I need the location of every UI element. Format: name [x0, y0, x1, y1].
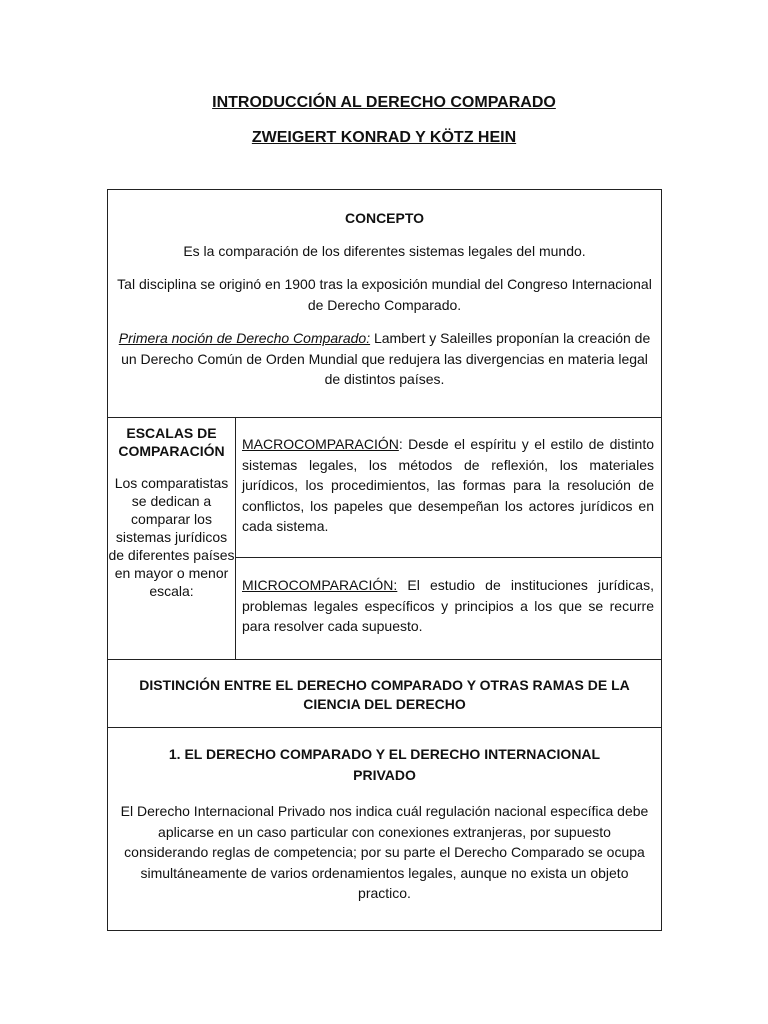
- microcomparacion-label: MICROCOMPARACIÓN:: [242, 577, 398, 593]
- escalas-section: [108, 418, 661, 660]
- concepto-paragraph-3: [116, 328, 653, 390]
- primera-nocion-text: Lambert y Saleilles proponían la creación de un Derecho Común de Orden Mundial que redujera las divergencias en materia legal de distintos países.: [121, 330, 651, 387]
- escalas-right-cell: [236, 418, 661, 659]
- concepto-paragraph-1: Es la comparación de los diferentes sistemas legales del mundo.: [183, 242, 586, 259]
- derecho-internacional-text: El Derecho Internacional Privado nos indica cuál regulación nacional específica debe aplicarse en un caso particular con conexiones extranjeras, por supuesto considerando reglas de competencia; por su parte el Derecho Comparado se ocupa simultáneamente de varios ordenamientos legales, aunque no exista un objeto practico.: [120, 803, 649, 901]
- microcomparacion-cell: [236, 558, 661, 659]
- content-table: [107, 189, 662, 931]
- primera-nocion-label: Primera noción de Derecho Comparado:: [118, 330, 371, 346]
- concepto-paragraph-2: Tal disciplina se originó en 1900 tras la exposición mundial del Congreso Internacional de Derecho Comparado.: [117, 276, 652, 313]
- derecho-internacional-section: [108, 728, 661, 930]
- macrocomparacion-text: : Desde el espíritu y el estilo de distinto sistemas legales, los métodos de reflexión, los materiales jurídicos, los procedimientos, las formas para la resolución de conflictos, los papeles que desempeñan los actores jurídicos en cada sistema.: [242, 436, 654, 534]
- document-authors: ZWEIGERT KONRAD Y KÖTZ HEIN: [251, 129, 517, 146]
- concepto-heading: CONCEPTO: [344, 210, 425, 226]
- document-title: INTRODUCCIÓN AL DERECHO COMPARADO: [212, 94, 556, 111]
- derecho-internacional-heading: 1. EL DERECHO COMPARADO Y EL DERECHO INTERNACIONAL PRIVADO: [168, 746, 601, 783]
- escalas-left-cell: [108, 418, 236, 659]
- macrocomparacion-cell: [236, 418, 661, 558]
- microcomparacion-text: El estudio de instituciones jurídicas, problemas legales específicos y principios a los que se recurre para resolver cada supuesto.: [242, 577, 654, 634]
- distincion-heading: DISTINCIÓN ENTRE EL DERECHO COMPARADO Y OTRAS RAMAS DE LA CIENCIA DEL DERECHO: [139, 677, 630, 712]
- concepto-section: [108, 190, 661, 418]
- distincion-section: [108, 660, 661, 728]
- escalas-description: Los comparatistas se dedican a comparar los sistemas jurídicos de diferentes países en mayor o menor escala:: [108, 475, 235, 599]
- escalas-heading: ESCALAS DE COMPARACIÓN: [118, 425, 225, 459]
- macrocomparacion-label: MACROCOMPARACIÓN: [242, 436, 399, 452]
